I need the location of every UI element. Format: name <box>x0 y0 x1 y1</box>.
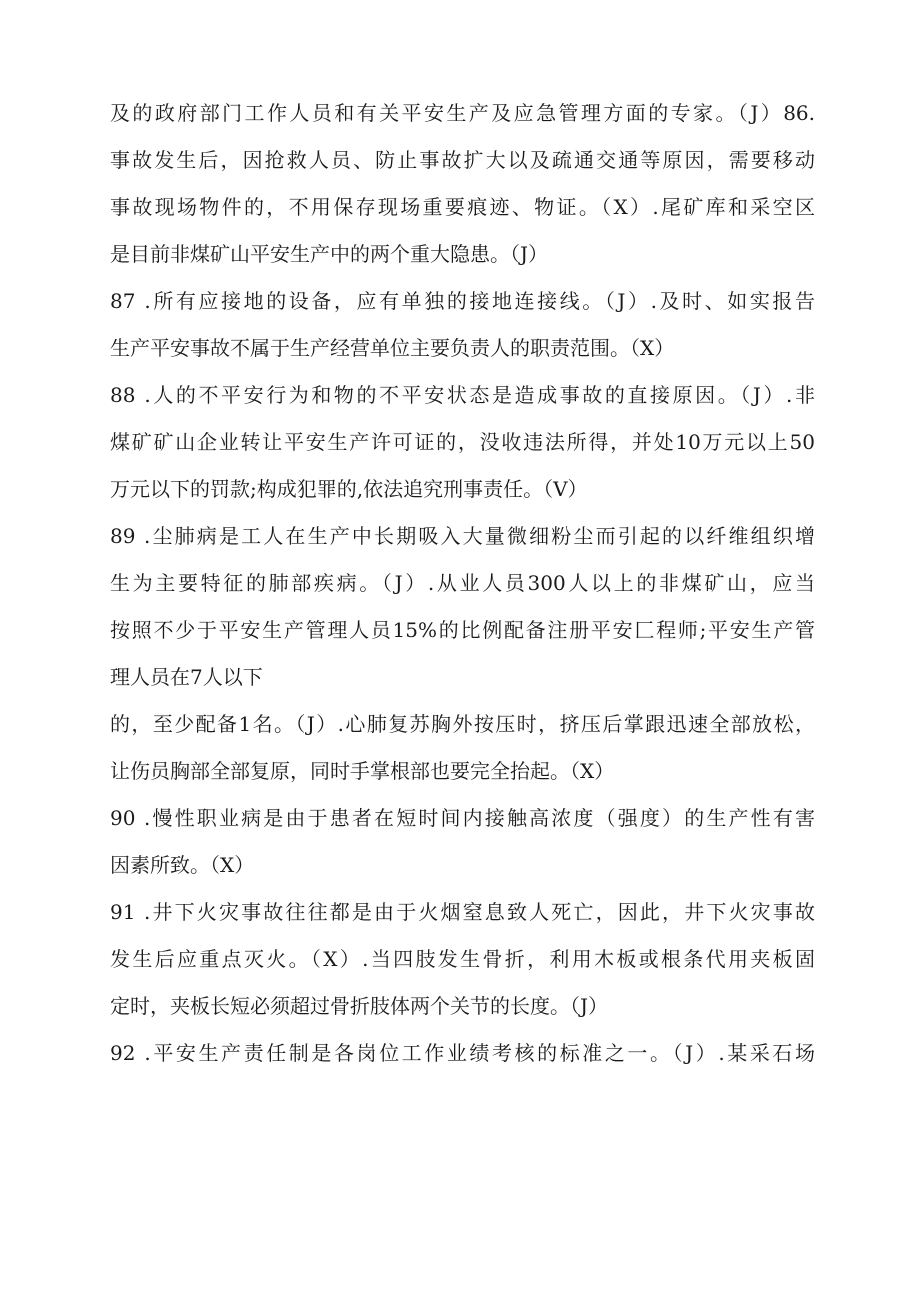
text-line: 的，至少配备1名。（J）.心肺复苏胸外按压时，挤压后掌跟迅速全部放松， <box>110 712 815 736</box>
text-line: 因素所致。（X） <box>110 853 255 877</box>
text-line: 生为主要特征的肺部疾病。（J）.从业人员300人以上的非煤矿山，应当 <box>110 571 815 595</box>
text-line: 及的政府部门工作人员和有关平安生产及应急管理方面的专家。（J）86. <box>110 101 815 125</box>
text-line: 生产平安事故不属于生产经营单位主要负责人的职责范围。（X） <box>110 336 675 360</box>
text-line: 万元以下的罚款;构成犯罪的,依法追究刑事责任。（V） <box>110 477 588 501</box>
text-line: 定时，夹板长短必须超过骨折肢体两个关节的长度。（J） <box>110 994 609 1018</box>
text-line: 87 .所有应接地的设备，应有单独的接地连接线。（J）.及时、如实报告 <box>110 289 815 313</box>
text-line: 91 .井下火灾事故往往都是由于火烟窒息致人死亡，因此，井下火灾事故 <box>110 900 815 924</box>
text-line: 煤矿矿山企业转让平安生产许可证的，没收违法所得，并处10万元以上50 <box>110 430 815 454</box>
text-line: 89 .尘肺病是工人在生产中长期吸入大量微细粉尘而引起的以纤维组织增 <box>110 524 815 548</box>
text-line: 让伤员胸部全部复原，同时手掌根部也要完全抬起。（X） <box>110 759 615 783</box>
text-line: 事故发生后，因抢救人员、防止事故扩大以及疏通交通等原因，需要移动 <box>110 148 815 172</box>
document-body <box>110 90 815 1077</box>
text-line: 是目前非煤矿山平安生产中的两个重大隐患。（J） <box>110 242 549 266</box>
text-line: 88 .人的不平安行为和物的不平安状态是造成事故的直接原因。（J）.非 <box>110 383 815 407</box>
text-line: 理人员在7人以下 <box>110 665 263 689</box>
text-line: 发生后应重点灭火。（X）.当四肢发生骨折，利用木板或根条代用夹板固 <box>110 947 815 971</box>
text-line: 事故现场物件的，不用保存现场重要痕迹、物证。（X）.尾矿库和采空区 <box>110 195 815 219</box>
text-line: 92 .平安生产责任制是各岗位工作业绩考核的标准之一。（J）.某采石场 <box>110 1041 815 1065</box>
text-line: 90 .慢性职业病是由于患者在短时间内接触高浓度（强度）的生产性有害 <box>110 806 815 830</box>
text-line: 按照不少于平安生产管理人员15%的比例配备注册平安匚程师;平安生产管 <box>110 618 815 642</box>
